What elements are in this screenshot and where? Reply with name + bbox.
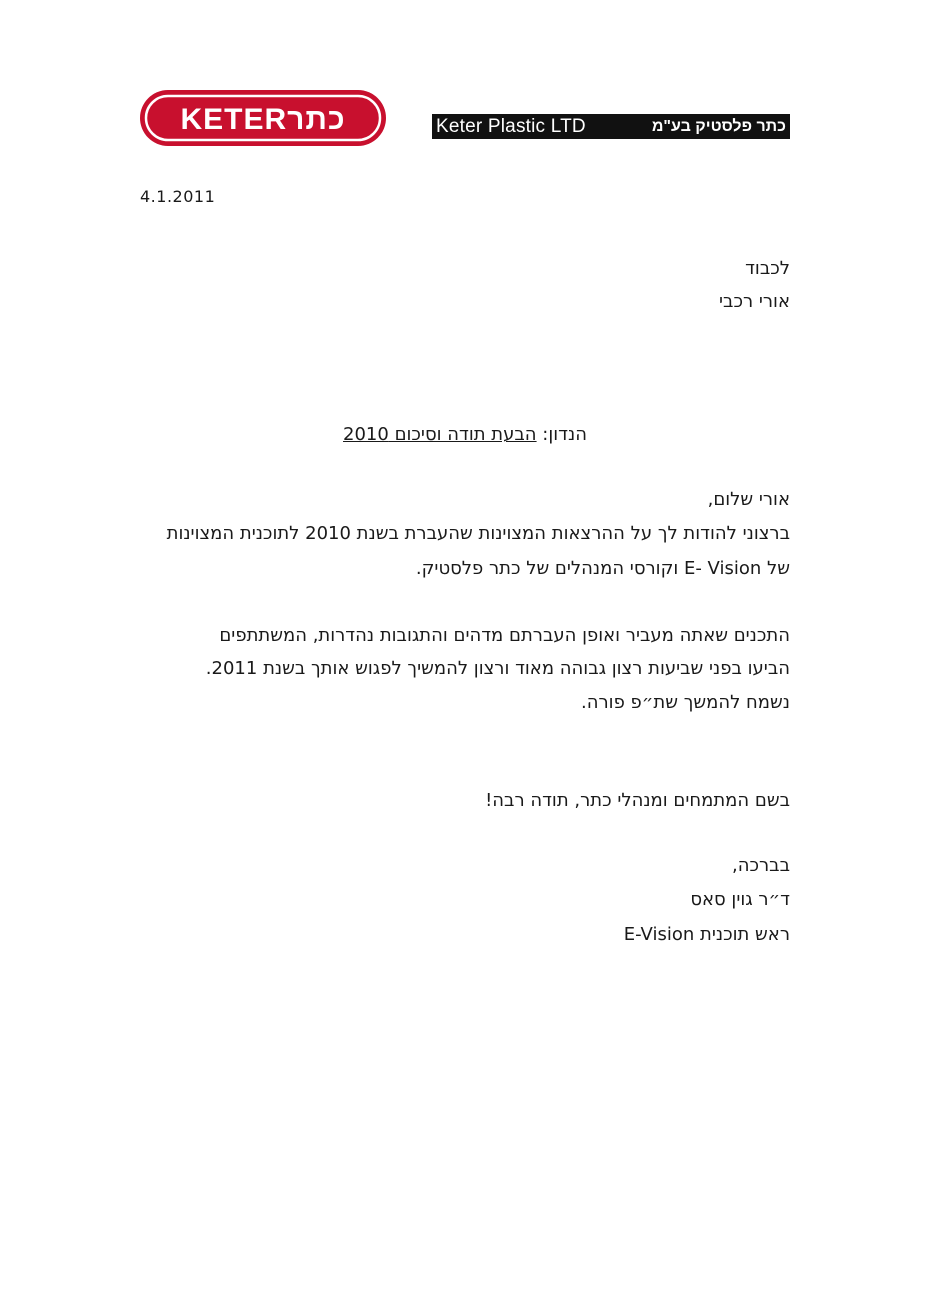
signatory-name: ד״ר גוין סאס [690, 889, 790, 910]
paragraph-2-line-3: נשמח להמשך שת״פ פורה. [581, 692, 790, 713]
company-name-band [432, 114, 790, 139]
paragraph-1-line-2: של E- Vision וקורסי המנהלים של כתר פלסטיק. [415, 558, 790, 579]
recipient-name: אורי רכבי [719, 291, 790, 312]
subject-title: הבעת תודה וסיכום 2010 [343, 424, 537, 445]
company-name-english: Keter Plastic LTD [436, 115, 586, 137]
recipient-salutation: לכבוד [745, 258, 790, 279]
signatory-title: ראש תוכנית E-Vision [623, 924, 790, 945]
paragraph-2-line-1: התכנים שאתה מעביר ואופן העברתם מדהים והתגובות נהדרות, המשתתפים [219, 625, 790, 646]
logo-text: KETERכתר [180, 103, 346, 136]
closing: בברכה, [732, 855, 790, 876]
paragraph-1-line-1: ברצוני להודות לך על ההרצאות המצוינות שהעברת בשנת 2010 לתוכנית המצוינות [166, 523, 790, 544]
paragraph-2-line-2: הביעו בפני שביעות רצון גבוהה מאוד ורצון להמשיך לפגוש אותך בשנת 2011. [205, 658, 790, 679]
company-name-hebrew: כתר פלסטיק בע"מ [651, 117, 786, 135]
keter-logo [138, 88, 388, 148]
greeting: אורי שלום, [707, 489, 790, 510]
subject-label: הנדון: [536, 424, 587, 445]
subject-line [0, 424, 930, 445]
thanks-line: בשם המתמחים ומנהלי כתר, תודה רבה! [485, 790, 790, 811]
letter-date: 4.1.2011 [140, 187, 216, 206]
